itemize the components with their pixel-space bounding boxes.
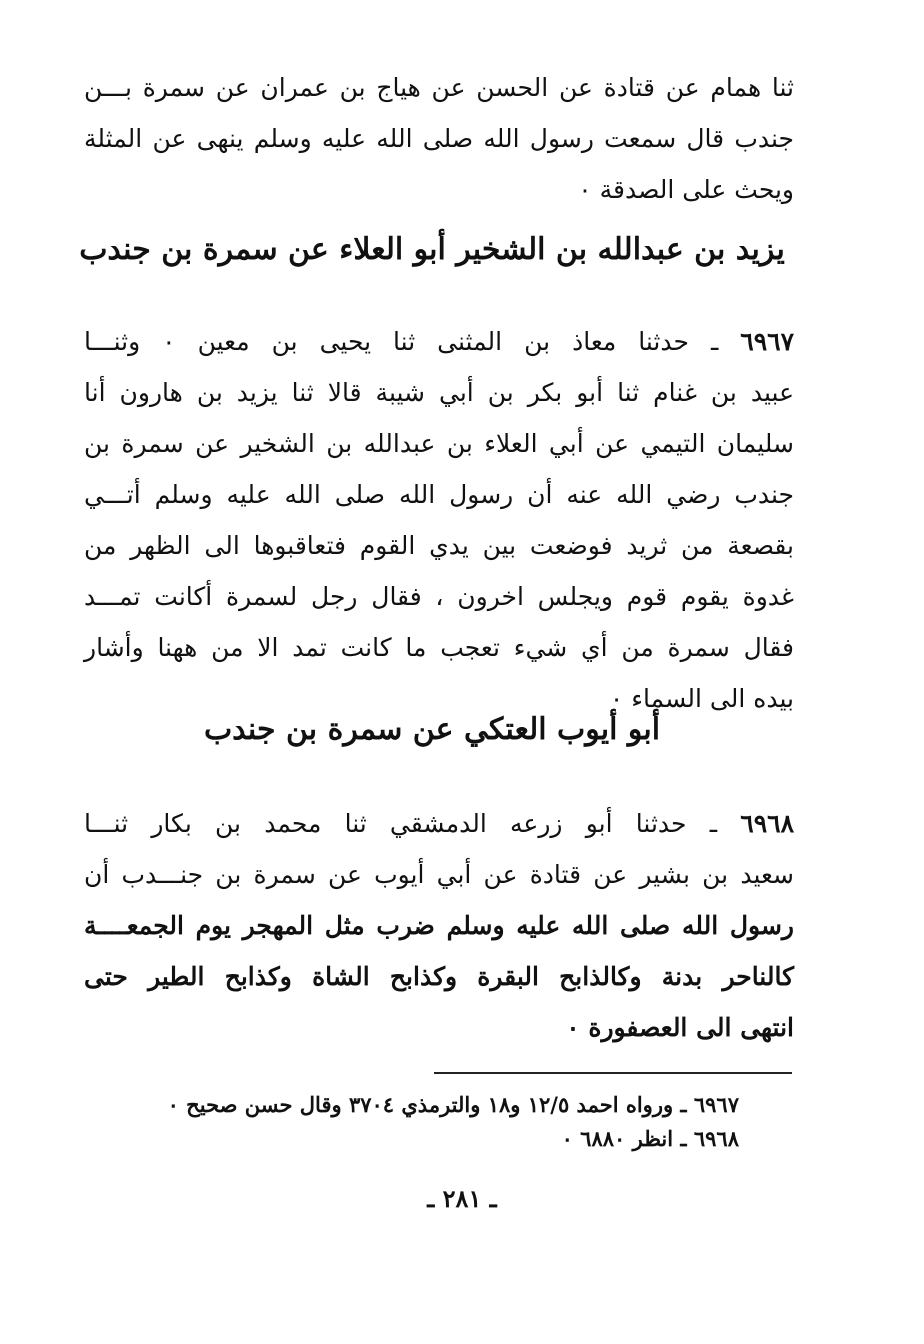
section-heading: أبو أيوب العتكي عن سمرة بن جندب: [203, 712, 661, 747]
hadith-line: جندب رضي الله عنه أن رسول الله صلى الله عليه وسلم أتـــي: [84, 480, 794, 509]
hadith-line: انتهى الى العصفورة ٠: [566, 1013, 794, 1042]
hadith-line: بيده الى السماء ٠: [609, 684, 794, 713]
hadith-first-line: [84, 798, 794, 849]
hadith-line: سليمان التيمي عن أبي العلاء بن عبدالله بن الشخير عن سمرة بن: [84, 429, 794, 458]
number-separator: ـ: [686, 809, 741, 838]
hadith-line: غدوة يقوم قوم ويجلس اخرون ، فقال رجل لسمرة أكانت تمـــد: [84, 582, 794, 611]
hadith-line: سعيد بن بشير عن قتادة عن أبي أيوب عن سمرة بن جنـــدب أن: [84, 860, 794, 889]
number-separator: ـ: [688, 327, 741, 356]
section-heading: يزيد بن عبدالله بن الشخير أبو العلاء عن سمرة بن جندب: [79, 232, 785, 267]
footnotes: [119, 1088, 739, 1156]
footnote-rule: [434, 1072, 792, 1074]
footnote: ٦٩٦٨ ـ انظر ٦٨٨٠ ٠: [561, 1126, 739, 1151]
hadith-6968: [84, 798, 794, 1053]
page-number: ـ ٢٨١ ـ: [427, 1184, 497, 1213]
hadith-number: ٦٩٦٧: [740, 327, 794, 356]
intro-paragraph: [84, 62, 794, 215]
hadith-line: فقال سمرة من أي شيء تعجب ما كانت تمد الا من ههنا وأشار: [84, 633, 794, 662]
intro-line: ثنا همام عن قتادة عن الحسن عن هياج بن عمران عن سمرة بـــن: [84, 73, 794, 102]
hadith-number: ٦٩٦٨: [740, 809, 794, 838]
intro-line: جندب قال سمعت رسول الله صلى الله عليه وسلم ينهى عن المثلة: [84, 124, 794, 153]
hadith-line: كالناحر بدنة وكالذابح البقرة وكذابح الشاة وكذابح الطير حتى: [84, 962, 794, 991]
hadith-6967: [84, 316, 794, 724]
hadith-line-text: حدثنا معاذ بن المثنى ثنا يحيى بن معين ٠ وثنـــا: [84, 327, 689, 356]
hadith-line-text: حدثنا أبو زرعه الدمشقي ثنا محمد بن بكار ثنـــا: [84, 809, 687, 838]
hadith-line: بقصعة من ثريد فوضعت بين يدي القوم فتعاقبوها الى الظهر من: [84, 531, 794, 560]
intro-line: ويحث على الصدقة ٠: [578, 175, 794, 204]
hadith-line: عبيد بن غنام ثنا أبو بكر بن أبي شيبة قالا ثنا يزيد بن هارون أنا: [84, 378, 794, 407]
footnote: ٦٩٦٧ ـ ورواه احمد ١٢/٥ و١٨ والترمذي ٣٧٠٤ وقال حسن صحيح ٠: [167, 1092, 739, 1117]
hadith-line: رسول الله صلى الله عليه وسلم ضرب مثل المهجر يوم الجمعــــة: [84, 911, 794, 940]
hadith-first-line: [84, 316, 794, 367]
